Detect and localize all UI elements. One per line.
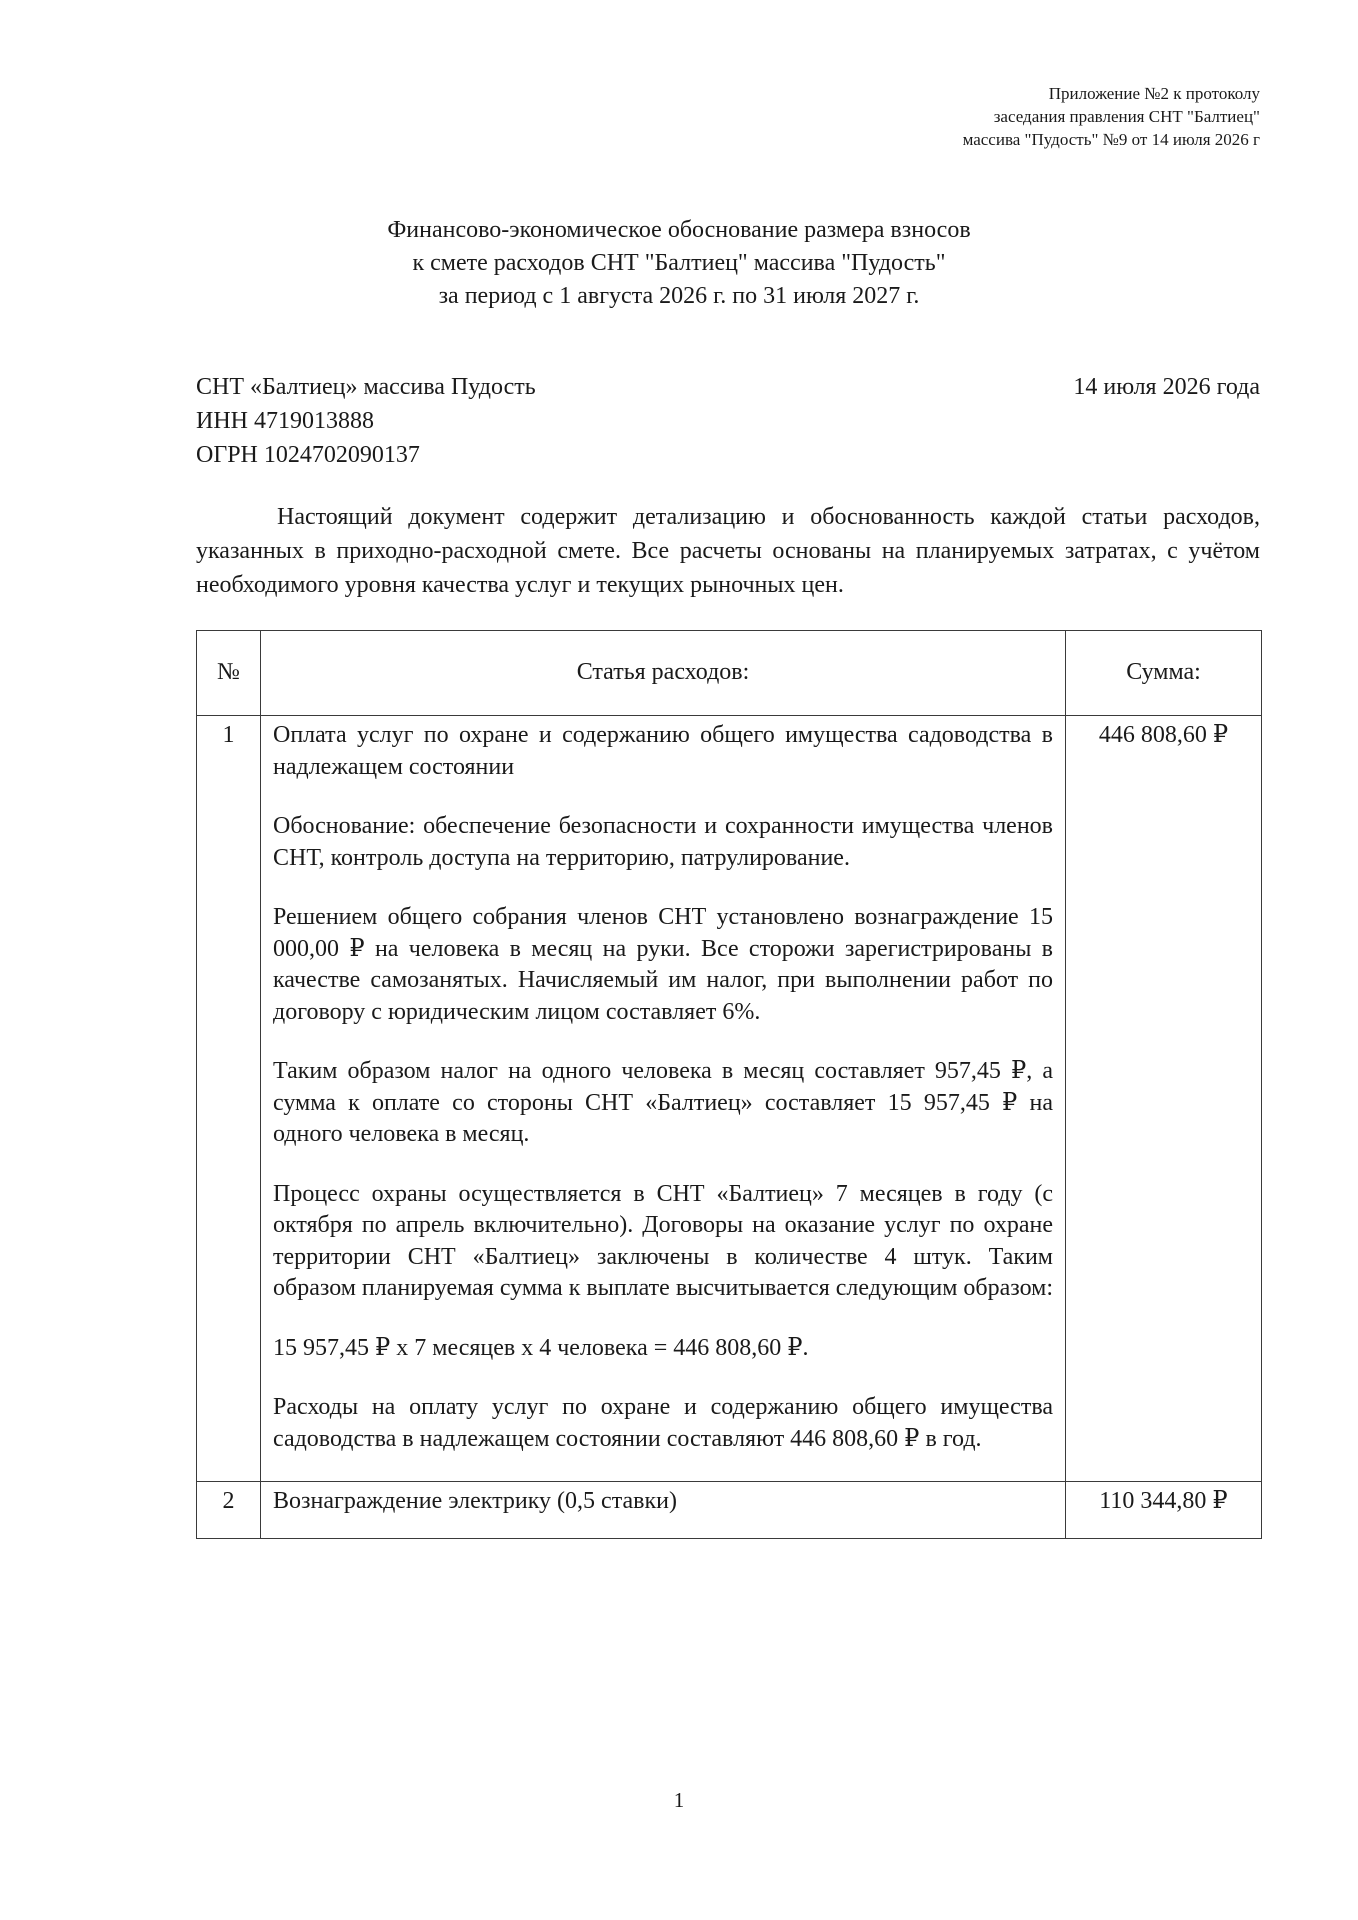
expense-table (196, 630, 1262, 1539)
row-number: 1 (197, 716, 261, 1482)
item-title: Вознаграждение электрику (0,5 ставки) (273, 1488, 677, 1514)
header-item: Статья расходов: (261, 631, 1066, 716)
appendix-line-2: заседания правления СНТ "Балтиец" (993, 107, 1260, 126)
title-line-2: к смете расходов СНТ "Балтиец" массива "Пудость" (412, 250, 946, 276)
item-paragraph: Решением общего собрания членов СНТ установлено вознаграждение 15 000,00 ₽ на человека в месяц на руки. Все сторожи зарегистрированы в качестве самозанятых. Начисляемый им налог, при выполнении работ по договору с юридическим лицом составляет 6%. (273, 904, 1053, 1025)
table-row (197, 1482, 1262, 1539)
organization-block (196, 370, 536, 472)
organization-name: СНТ «Балтиец» массива Пудость (196, 374, 536, 400)
row-amount: 110 344,80 ₽ (1066, 1482, 1262, 1539)
row-item (261, 1482, 1066, 1539)
item-paragraph: 15 957,45 ₽ х 7 месяцев х 4 человека = 446 808,60 ₽. (273, 1334, 809, 1361)
organization-ogrn: ОГРН 1024702090137 (196, 442, 420, 468)
title-line-3: за период с 1 августа 2026 г. по 31 июля 2027 г. (438, 283, 920, 309)
title-line-1: Финансово-экономическое обоснование размера взносов (387, 217, 971, 243)
document-date: 14 июля 2026 года (1073, 374, 1260, 400)
intro-paragraph: Настоящий документ содержит детализацию и обоснованность каждой статьи расходов, указанных в приходно-расходной смете. Все расчеты основаны на планируемых затратах, с учётом необходимого уровня качества услуг и текущих рыночных цен. (196, 504, 1260, 598)
item-paragraph: Процесс охраны осуществляется в СНТ «Балтиец» 7 месяцев в году (с октября по апрель включительно). Договоры на оказание услуг по охране территории СНТ «Балтиец» заключены в количестве 4 штук. Таким образом планируемая сумма к выплате высчитывается следующим образом: (273, 1180, 1053, 1301)
item-paragraph: Обоснование: обеспечение безопасности и сохранности имущества членов СНТ, контроль доступа на территорию, патрулирование. (273, 813, 1053, 871)
header-amount: Сумма: (1066, 631, 1262, 716)
organization-inn: ИНН 4719013888 (196, 408, 374, 434)
appendix-line-3: массива "Пудость" №9 от 14 июля 2026 г (962, 130, 1260, 149)
appendix-line-1: Приложение №2 к протоколу (1048, 84, 1260, 103)
row-amount: 446 808,60 ₽ (1066, 716, 1262, 1482)
item-title: Оплата услуг по охране и содержанию общего имущества садоводства в надлежащем состоянии (273, 722, 1053, 780)
document-title (0, 214, 1358, 313)
appendix-note (963, 82, 1260, 151)
header-number: № (197, 631, 261, 716)
table-row (197, 716, 1262, 1482)
row-item (261, 716, 1066, 1482)
row-number: 2 (197, 1482, 261, 1539)
table-header-row (197, 631, 1262, 716)
page-number: 1 (673, 1788, 685, 1812)
item-paragraph: Таким образом налог на одного человека в месяц составляет 957,45 ₽, а сумма к оплате со стороны СНТ «Балтиец» составляет 15 957,45 ₽ на одного человека в месяц. (273, 1058, 1053, 1147)
item-paragraph: Расходы на оплату услуг по охране и содержанию общего имущества садоводства в надлежащем состоянии составляют 446 808,60 ₽ в год. (273, 1394, 1053, 1452)
